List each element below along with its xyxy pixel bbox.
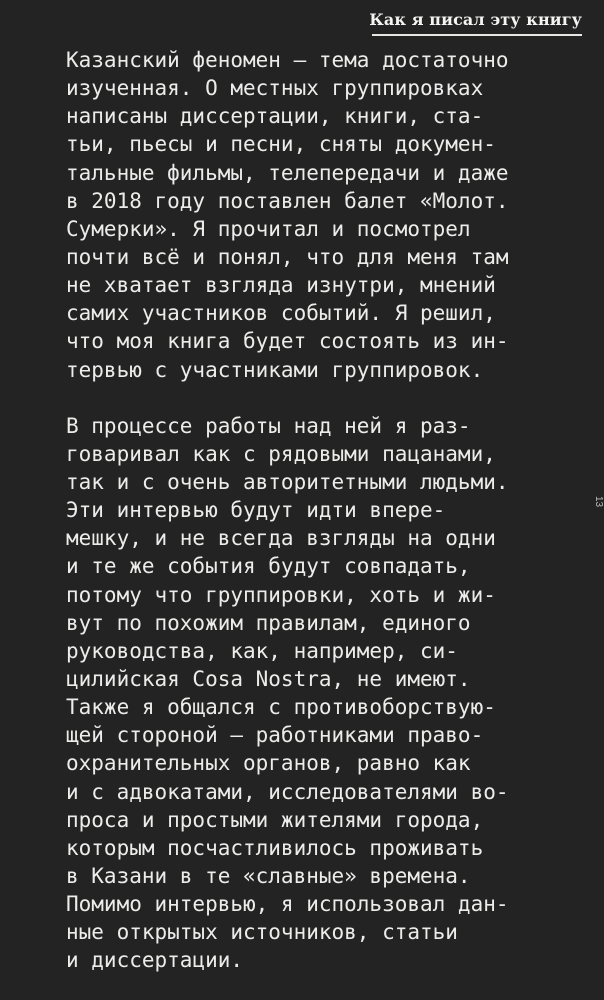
text-line: тьи, пьесы и песни, сняты докумен- [66,132,496,157]
text-line: что моя книга будет состоять из ин- [66,329,509,354]
text-line: руководства, как, например, си- [66,638,458,663]
running-header: Как я писал эту книгу [369,10,582,29]
text-line: и те же события будут совпадать, [66,554,471,579]
page-number-label: 13 [593,496,604,508]
text-line: Сумерки». Я прочитал и посмотрел [66,216,471,241]
page-body [66,46,596,975]
header-underline [372,34,582,36]
text-line: проса и простыми жителями города, [66,807,484,832]
text-line: и с адвокатами, исследователями во- [66,779,509,804]
text-line: цилийская Cosa Nostra, не имеют. [66,666,471,691]
text-line: ные открытых источников, статьи [66,920,458,945]
text-line: которым посчастливилось проживать [66,835,484,860]
text-line: написаны диссертации, книги, ста- [66,104,484,129]
text-line: изученная. О местных группировках [66,76,484,101]
text-line: охранительных органов, равно как [66,751,471,776]
text-line: так и с очень авторитетными людьми. [66,469,509,494]
text-line: почти всё и понял, что для меня там [66,244,509,269]
text-line: не хватает взгляда изнутри, мнений [66,273,496,298]
text-line: В процессе работы над ней я раз- [66,413,471,438]
text-line: в 2018 году поставлен балет «Молот. [66,188,509,213]
text-line: Эти интервью будут идти впере- [66,498,446,523]
text-line: щей стороной — работниками право- [66,723,484,748]
page-number [586,496,604,520]
text-line: тервью с участниками группировок. [66,357,484,382]
text-line: потому что группировки, хоть и жи- [66,582,496,607]
text-line: и диссертации. [66,948,244,973]
text-line: в Казани в те «славные» времена. [66,863,471,888]
text-line: Также я общался с противоборствую- [66,695,496,720]
text-line: вут по похожим правилам, единого [66,610,471,635]
text-line: говаривал как с рядовыми пацанами, [66,441,496,466]
paragraph-process [66,412,596,975]
text-line: тальные фильмы, телепередачи и даже [66,160,509,185]
paragraph-intro [66,46,596,384]
text-line: Помимо интервью, я использовал дан- [66,892,509,917]
text-line: мешку, и не всегда взгляды на одни [66,526,496,551]
text-line: Казанский феномен — тема достаточно [66,48,509,72]
text-line: самих участников событий. Я решил, [66,301,496,326]
